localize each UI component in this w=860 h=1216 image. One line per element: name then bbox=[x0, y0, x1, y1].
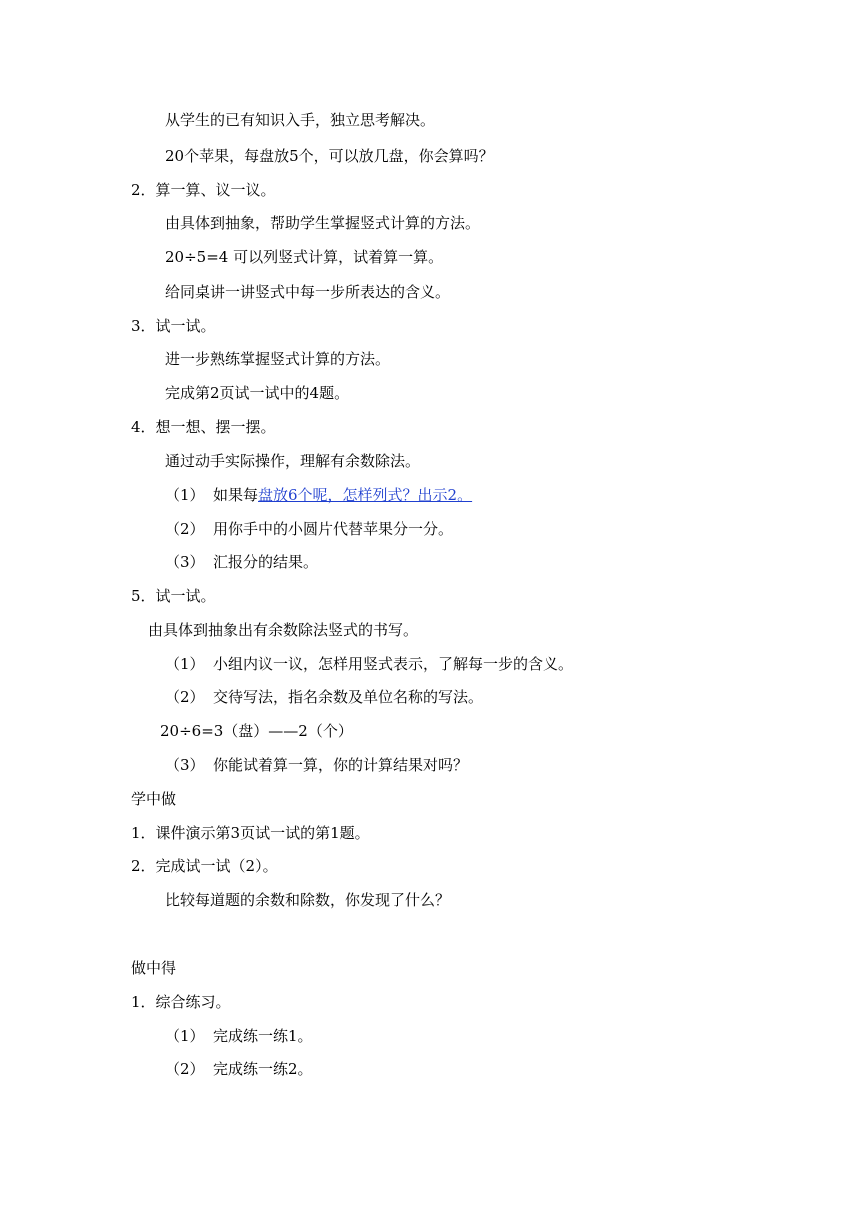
item-text: 汇报分的结果。 bbox=[213, 553, 319, 571]
list-item bbox=[165, 1059, 313, 1079]
text-line: 从学生的已有知识入手，独立思考解决。 bbox=[165, 111, 436, 129]
item-number: （3） bbox=[165, 756, 205, 774]
section-heading: 2．完成试一试（2）。 bbox=[131, 857, 278, 875]
item-text: 小组内议一议，怎样用竖式表示，了解每一步的含义。 bbox=[213, 655, 574, 673]
text-line: 由具体到抽象，帮助学生掌握竖式计算的方法。 bbox=[165, 214, 481, 232]
text-line: 比较每道题的余数和除数，你发现了什么？ bbox=[165, 891, 451, 909]
text-line: 20÷5=4 可以列竖式计算，试着算一算。 bbox=[165, 248, 444, 266]
item-number: （2） bbox=[165, 688, 205, 706]
item-number: （1） bbox=[165, 486, 205, 504]
list-item bbox=[165, 519, 453, 539]
item-text: 完成练一练2。 bbox=[213, 1060, 313, 1078]
item-text: 你能试着算一算，你的计算结果对吗？ bbox=[213, 756, 469, 774]
text-line: 由具体到抽象出有余数除法竖式的书写。 bbox=[148, 621, 419, 639]
section-heading: 3．试一试。 bbox=[131, 317, 216, 335]
hyperlink[interactable]: 盘放6个呢，怎样列式？出示2。 bbox=[258, 486, 473, 504]
item-text: 交待写法，指名余数及单位名称的写法。 bbox=[213, 688, 484, 706]
text-line: 给同桌讲一讲竖式中每一步所表达的含义。 bbox=[165, 283, 451, 301]
section-title: 学中做 bbox=[131, 790, 177, 808]
text-line: 进一步熟练掌握竖式计算的方法。 bbox=[165, 350, 391, 368]
section-heading: 1．综合练习。 bbox=[131, 993, 231, 1011]
equation-line: 20÷6=3（盘）——2（个） bbox=[160, 722, 353, 740]
item-text: 如果每 bbox=[213, 486, 259, 504]
section-heading: 4．想一想、摆一摆。 bbox=[131, 418, 276, 436]
list-item bbox=[165, 552, 318, 572]
text-line: 通过动手实际操作，理解有余数除法。 bbox=[165, 452, 421, 470]
text-line: 20个苹果，每盘放5个，可以放几盘，你会算吗？ bbox=[165, 147, 494, 165]
item-number: （1） bbox=[165, 1027, 205, 1045]
item-text: 用你手中的小圆片代替苹果分一分。 bbox=[213, 520, 454, 538]
section-heading: 1．课件演示第3页试一试的第1题。 bbox=[131, 824, 370, 842]
section-title: 做中得 bbox=[131, 959, 177, 977]
item-number: （1） bbox=[165, 655, 205, 673]
section-heading: 2．算一算、议一议。 bbox=[131, 181, 276, 199]
list-item bbox=[165, 687, 483, 707]
item-number: （3） bbox=[165, 553, 205, 571]
list-item bbox=[165, 485, 472, 505]
text-line: 完成第2页试一试中的4题。 bbox=[165, 384, 350, 402]
list-item bbox=[165, 654, 573, 674]
section-heading: 5．试一试。 bbox=[131, 587, 216, 605]
item-text: 完成练一练1。 bbox=[213, 1027, 313, 1045]
list-item bbox=[165, 755, 468, 775]
item-number: （2） bbox=[165, 520, 205, 538]
list-item bbox=[165, 1026, 313, 1046]
item-number: （2） bbox=[165, 1060, 205, 1078]
